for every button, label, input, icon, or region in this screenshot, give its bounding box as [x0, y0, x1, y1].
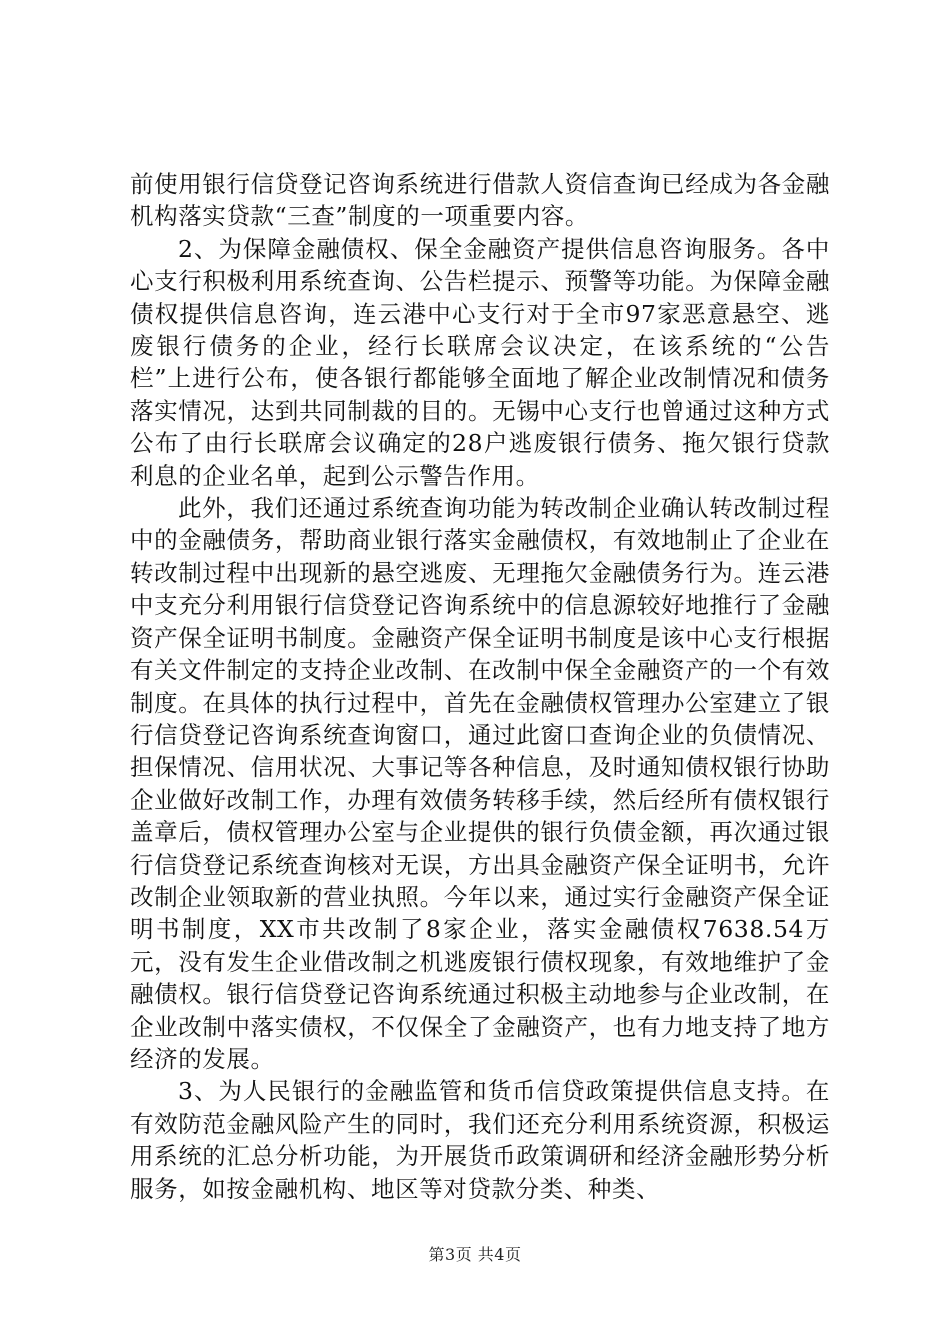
paragraph-item-2: 2、为保障金融债权、保全金融资产提供信息咨询服务。各中心支行积极利用系统查询、公告栏提示、预警等功能。为保障金融债权提供信息咨询，连云港中心支行对于全市97家恶意悬空、逃废银行债务的企业，经行长联席会议决定，在该系统的“公告栏”上进行公布，使各银行都能够全面地了解企业改制情况和债务落实情况，达到共同制裁的目的。无锡中心支行也曾通过这种方式公布了由行长联席会议确定的28户逃废银行债务、拖欠银行贷款利息的企业名单，起到公示警告作用。	[130, 234, 830, 490]
page-number-footer: 第3页 共4页	[428, 1245, 522, 1264]
paragraph-item-3: 3、为人民银行的金融监管和货币信贷政策提供信息支持。在有效防范金融风险产生的同时，我们还充分利用系统资源，积极运用系统的汇总分析功能，为开展货币政策调研和经济金融形势分析服务，如按金融机构、地区等对贷款分类、种类、	[130, 1077, 830, 1203]
document-body	[130, 168, 830, 1205]
paragraph-moreover: 此外，我们还通过系统查询功能为转改制企业确认转改制过程中的金融债务，帮助商业银行落实金融债权，有效地制止了企业在转改制过程中出现新的悬空逃废、无理拖欠金融债务行为。连云港中支充分利用银行信贷登记咨询系统中的信息源较好地推行了金融资产保全证明书制度。金融资产保全证明书制度是该中心支行根据有关文件制定的支持企业改制、在改制中保全金融资产的一个有效制度。在具体的执行过程中，首先在金融债权管理办公室建立了银行信贷登记咨询系统查询窗口，通过此窗口查询企业的负债情况、担保情况、信用状况、大事记等各种信息，及时通知债权银行协助企业做好改制工作，办理有效债务转移手续，然后经所有债权银行盖章后，债权管理办公室与企业提供的银行负债金额，再次通过银行信贷登记系统查询核对无误，方出具金融资产保全证明书，允许改制企业领取新的营业执照。今年以来，通过实行金融资产保全证明书制度，XX市共改制了8家企业，落实金融债权7638.54万元，没有发生企业借改制之机逃废银行债权现象，有效地维护了金融债权。银行信贷登记咨询系统通过积极主动地参与企业改制，在企业改制中落实债权，不仅保全了金融资产，也有力地支持了地方经济的发展。	[130, 494, 830, 1073]
paragraph-continuation: 前使用银行信贷登记咨询系统进行借款人资信查询已经成为各金融机构落实贷款“三查”制度的一项重要内容。	[130, 170, 830, 231]
